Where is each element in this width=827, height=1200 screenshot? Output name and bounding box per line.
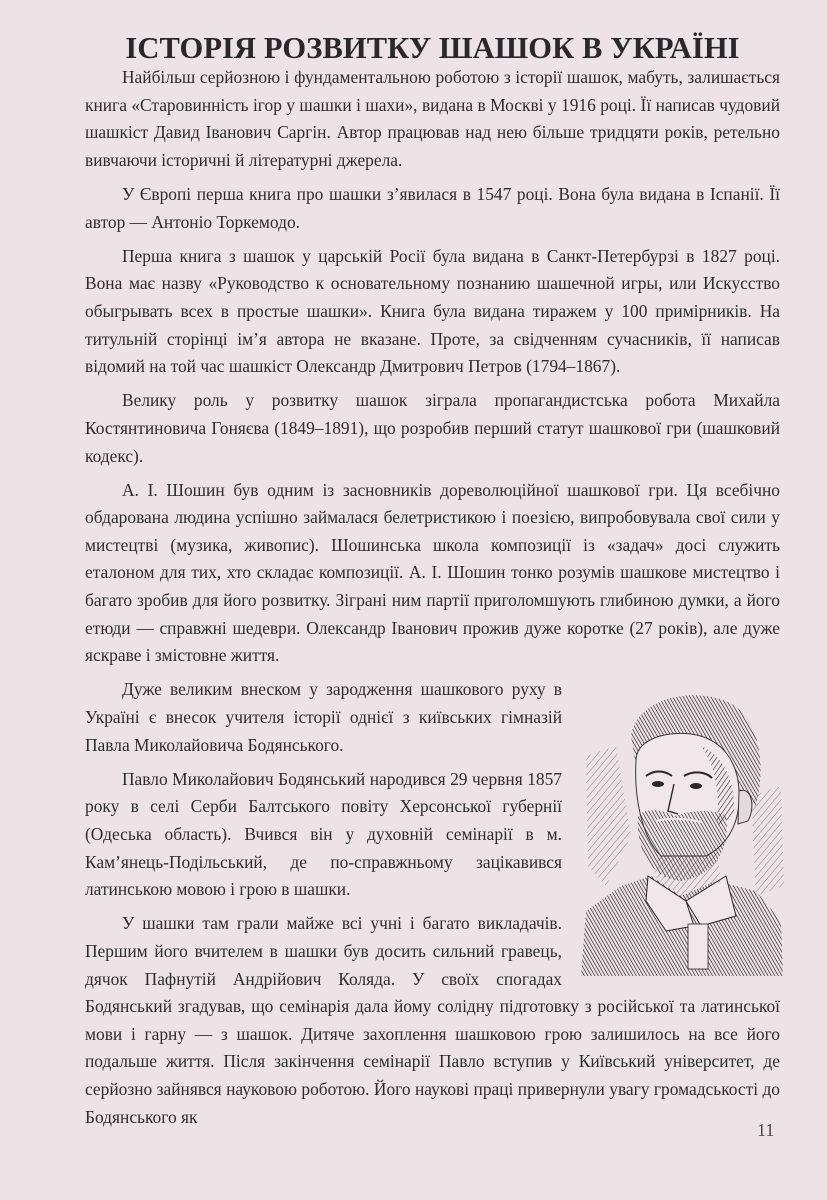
paragraph-2: У Європі перша книга про шашки з’явилася в 1547 році. Вона була видана в Іспанії. Її автор — Антоніо Торкемодо. xyxy=(85,183,780,232)
article-body xyxy=(85,64,780,1138)
paragraph-7: Павло Миколайович Бодянський народився 29 червня 1857 року в селі Серби Балтського повіту Херсонської губернії (Одеська область). Вчився він у духовній семінарії в м. Кам’янець-Подільський, де по-справжньому зацікавився латинською мовою і грою в шашки. xyxy=(85,768,562,900)
portrait-engraving xyxy=(576,686,786,986)
page-title: ІСТОРІЯ РОЗВИТКУ ШАШОК В УКРАЇНІ xyxy=(125,31,740,65)
paragraph-1: Найбільш серйозною і фундаментальною роботою з історії шашок, мабуть, залишається книга «Старовинність ігор у шашки і шахи», видана в Москві у 1916 році. Її написав чудовий шашкіст Давид Іванович Саргін. Автор працював над нею більше тридцяти років, ретельно вивчаючи історичні й літературні джерела. xyxy=(85,67,780,170)
paragraph-5: А. І. Шошин був одним із засновників дореволюційної шашкової гри. Ця всебічно обдарована людина успішно займалася белетристикою і поезією, випробовувала свої сили у мистецтві (музика, живопис). Шошинська школа композиції із «задач» досі служить еталоном для тих, хто складає композиції. А. І. Шошин тонко розумів шашкове мистецтво і багато зробив для його розвитку. Зіграні ним партії приголомшують глибиною думки, а його етюди — справжні шедеври. Олександр Іванович прожив дуже коротке (27 років), але дуже яскраве і змістовне життя. xyxy=(85,479,780,666)
page-number: 11 xyxy=(757,1120,775,1140)
paragraph-3: Перша книга з шашок у царській Росії була видана в Санкт-Петербурзі в 1827 році. Вона має назву «Руководство к основательному познанию шашечной игры, или Искусство обыгрывать всех в простые шашки». Книга була видана тиражем у 100 примірників. На титульній сторінці ім’я автора не вказане. Проте, за свідченням сучасників, її написав відомий на той час шашкіст Олександр Дмитрович Петров (1794–1867). xyxy=(85,245,780,377)
paragraph-8: У шашки там грали майже всі учні і багато викладачів. Першим його вчителем в шашки був досить сильний гравець, дячок Пафнутій Андрійович Коляда. У своїх спогадах Бодянський згадував, що семінарія дала йому солідну підготовку з російської та латинської мови і гарну — з шашок. Дитяче захоплення шашковою грою залишилось на все його подальше життя. Після закінчення семінарії Павло вступив у Київський університет, де серйозно зайнявся науковою роботою. Його наукові праці привернули увагу громадськості до Бодянського як xyxy=(85,913,780,1127)
paragraph-4: Велику роль у розвитку шашок зіграла пропагандистська робота Михайла Костянтиновича Гоняєва (1849–1891), що розробив перший статут шашкової гри (шашковий кодекс). xyxy=(85,390,780,466)
paragraph-6: Дуже великим внеском у зародження шашкового руху в Україні є внесок учителя історії однієї з київських гімназій Павла Миколайовича Бодянського. xyxy=(85,679,562,755)
portrait-figure xyxy=(576,686,786,986)
